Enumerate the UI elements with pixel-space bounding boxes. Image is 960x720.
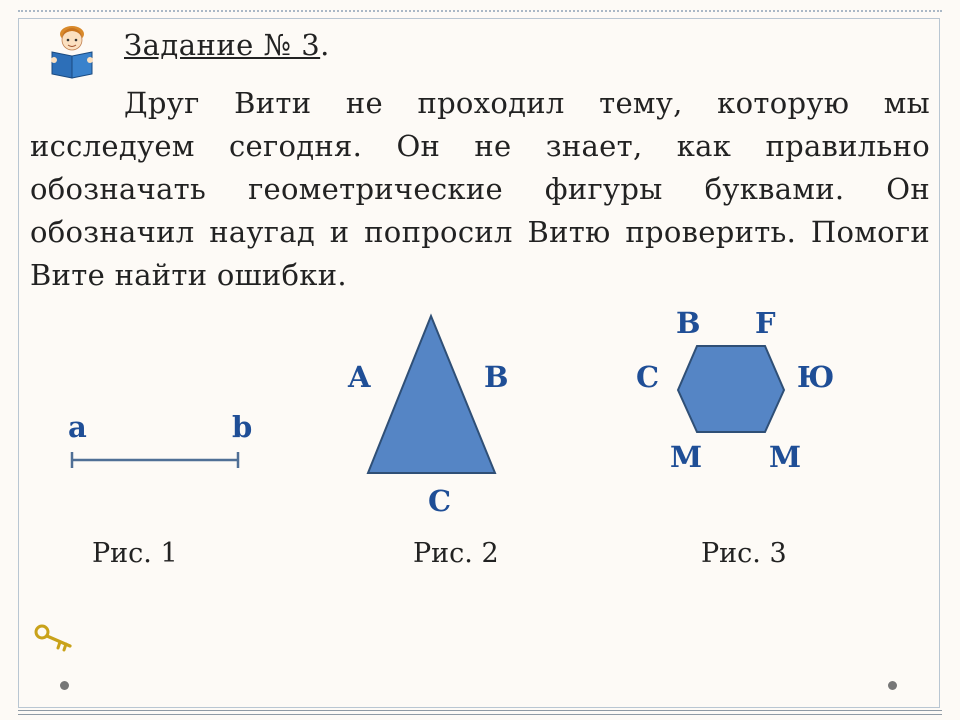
fig3-label-c: C [636, 360, 660, 394]
fig3-label-f: F [755, 306, 776, 340]
fig1-caption: Рис. 1 [92, 538, 178, 569]
corner-bullet-right [888, 681, 897, 690]
fig2-label-b: B [484, 360, 509, 394]
corner-bullet-left [60, 681, 69, 690]
fig2-caption: Рис. 2 [413, 538, 499, 569]
fig3-label-m2: M [769, 440, 802, 474]
task-title-suffix: . [320, 28, 330, 62]
task-text: Друг Вити не проходил тему, которую мы исследуем сегодня. Он не знает, как правильно обозначать геометрические фигуры буквами. Он обозначил наугад и попросил Витю проверить. Помоги Вите найти ошибки. [30, 86, 930, 292]
task-title-text: Задание № 3 [124, 28, 321, 62]
fig3-label-yu: Ю [797, 360, 835, 394]
fig2-label-c: C [428, 484, 452, 518]
fig1-label-a: a [68, 410, 87, 444]
fig1-label-b: b [232, 410, 253, 444]
fig3-label-b: B [676, 306, 701, 340]
fig3-label-m1: M [670, 440, 703, 474]
fig2-label-a: A [348, 360, 371, 394]
fig3-caption: Рис. 3 [701, 538, 787, 569]
